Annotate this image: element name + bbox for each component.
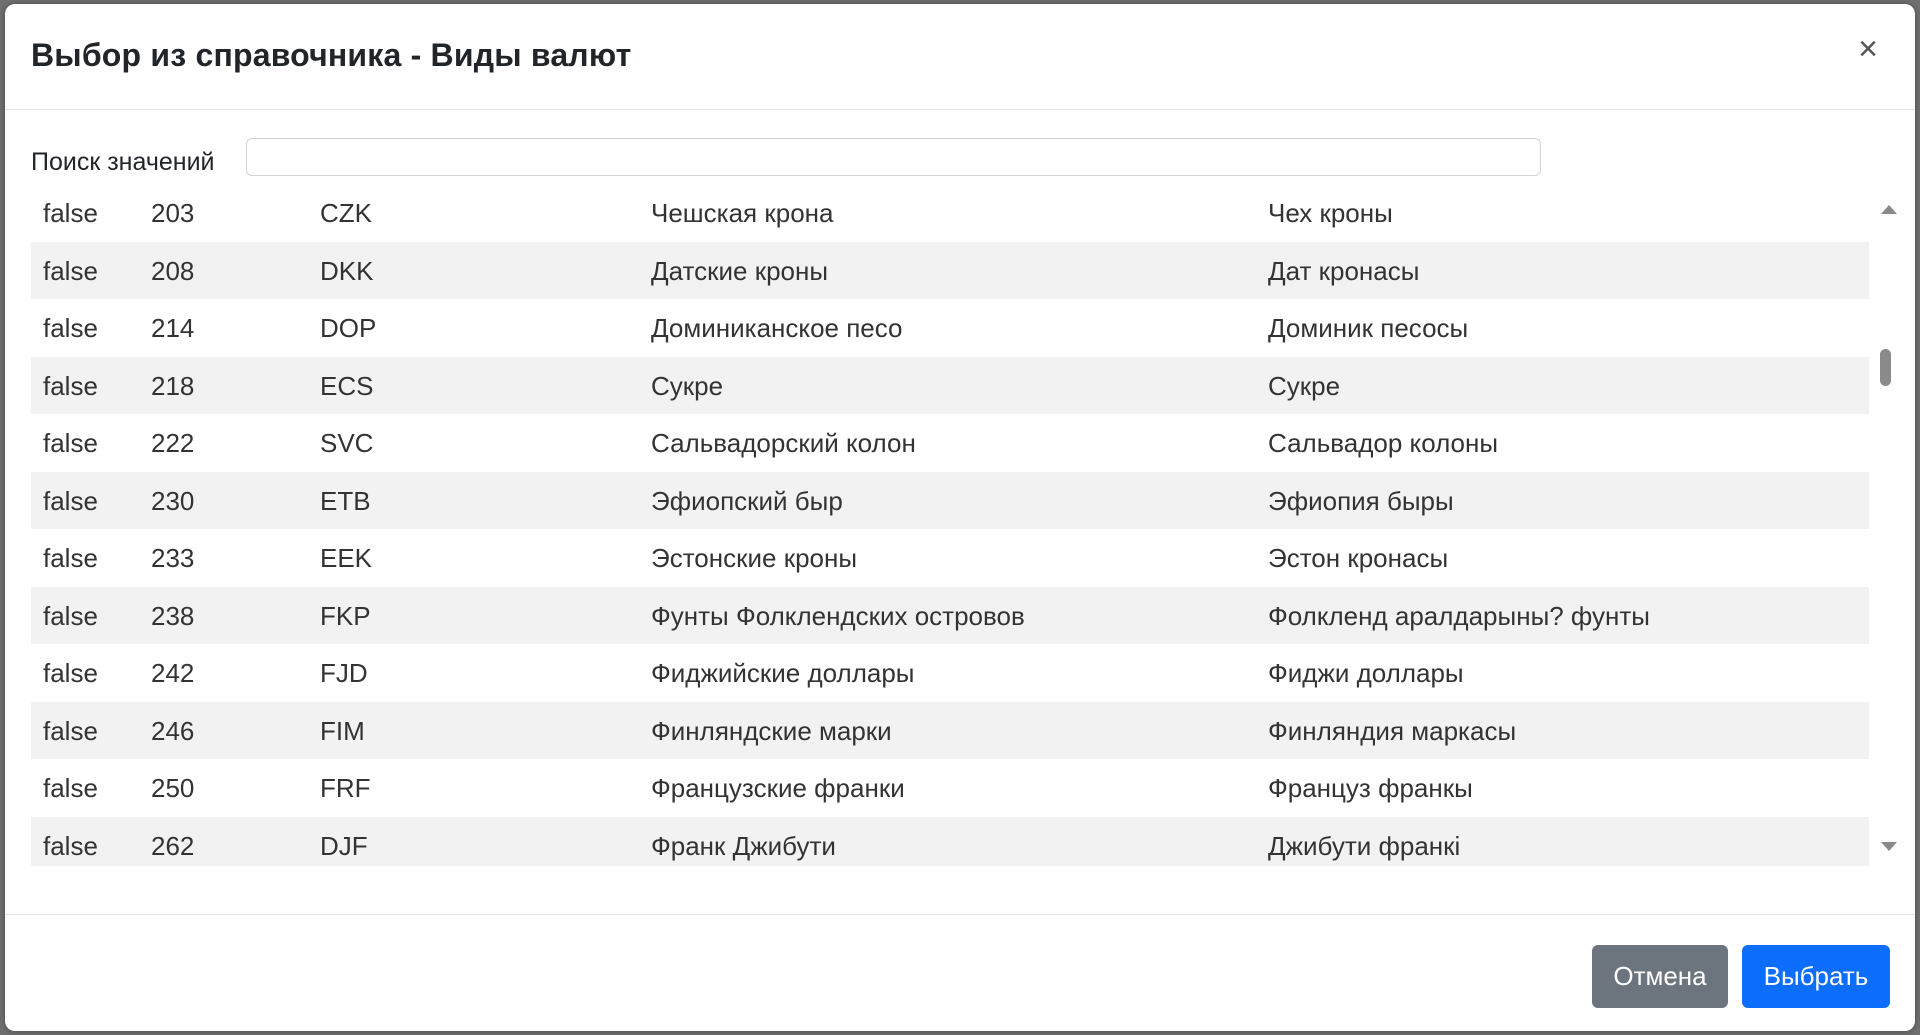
code-cell: 242 (151, 658, 195, 688)
code-cell: 208 (151, 255, 195, 286)
name-kz-cell: Финляндия маркасы (1268, 715, 1517, 746)
dialog-footer (5, 914, 1915, 1031)
name-ru-cell: Доминиканское песо (651, 313, 903, 343)
name-kz-cell: Дат кронасы (1268, 255, 1420, 286)
active-cell: false (43, 658, 98, 688)
active-cell: false (43, 485, 98, 516)
search-input[interactable] (246, 138, 1541, 176)
active-cell: false (43, 428, 98, 458)
code-cell: 203 (151, 198, 195, 228)
iso-cell: DJF (320, 830, 368, 861)
iso-cell: DKK (320, 255, 374, 286)
active-cell: false (43, 830, 98, 861)
code-cell: 262 (151, 830, 195, 861)
close-icon[interactable]: × (1858, 30, 1878, 68)
scroll-up-arrow-icon[interactable] (1881, 205, 1897, 214)
table-row[interactable] (31, 759, 1869, 816)
active-cell: false (43, 370, 98, 401)
iso-cell: ETB (320, 485, 371, 516)
table-row[interactable] (31, 644, 1869, 701)
name-ru-cell: Сукре (651, 370, 724, 401)
name-kz-cell: Джибути франкі (1268, 830, 1461, 861)
name-ru-cell: Датские кроны (651, 255, 829, 286)
name-ru-cell: Финляндские марки (651, 715, 892, 746)
name-kz-cell: Эфиопия быры (1268, 485, 1454, 516)
name-ru-cell: Фунты Фолклендских островов (651, 600, 1025, 631)
name-kz-cell: Фолкленд аралдарыны? фунты (1268, 600, 1650, 631)
name-ru-cell: Чешская крона (651, 198, 834, 228)
iso-cell: FKP (320, 600, 371, 631)
currency-table (31, 184, 1869, 866)
name-kz-cell: Сукре (1268, 370, 1341, 401)
name-kz-cell: Доминик песосы (1268, 313, 1469, 343)
name-kz-cell: Эстон кронасы (1268, 543, 1449, 573)
select-button[interactable]: Выбрать (1742, 945, 1890, 1008)
table-row[interactable] (31, 817, 1869, 867)
iso-cell: FIM (320, 715, 365, 746)
code-cell: 250 (151, 773, 195, 803)
name-ru-cell: Французские франки (651, 773, 905, 803)
iso-cell: EEK (320, 543, 373, 573)
iso-cell: SVC (320, 428, 374, 458)
table-row[interactable] (31, 587, 1869, 644)
dialog-title: Выбор из справочника - Виды валют (31, 37, 632, 73)
code-cell: 233 (151, 543, 195, 573)
table-row[interactable] (31, 472, 1869, 529)
table-row[interactable] (31, 357, 1869, 414)
code-cell: 230 (151, 485, 195, 516)
table-row[interactable] (31, 184, 1869, 241)
iso-cell: FRF (320, 773, 371, 803)
table-row[interactable] (31, 242, 1869, 299)
name-kz-cell: Фиджи доллары (1268, 658, 1464, 688)
name-ru-cell: Фиджийские доллары (651, 658, 915, 688)
code-cell: 222 (151, 428, 195, 458)
active-cell: false (43, 715, 98, 746)
code-cell: 214 (151, 313, 195, 343)
code-cell: 238 (151, 600, 195, 631)
scroll-down-arrow-icon[interactable] (1881, 842, 1897, 851)
iso-cell: DOP (320, 313, 377, 343)
name-ru-cell: Эстонские кроны (651, 543, 858, 573)
iso-cell: ECS (320, 370, 374, 401)
name-ru-cell: Эфиопский быр (651, 485, 843, 516)
name-kz-cell: Француз франкы (1268, 773, 1473, 803)
name-kz-cell: Чех кроны (1268, 198, 1393, 228)
table-row[interactable] (31, 299, 1869, 356)
dialog-header (5, 4, 1915, 110)
cancel-button[interactable]: Отмена (1592, 945, 1728, 1008)
name-kz-cell: Сальвадор колоны (1268, 428, 1499, 458)
active-cell: false (43, 600, 98, 631)
active-cell: false (43, 543, 98, 573)
name-ru-cell: Сальвадорский колон (651, 428, 916, 458)
name-ru-cell: Франк Джибути (651, 830, 836, 861)
search-label: Поиск значений (31, 148, 215, 176)
table-row[interactable] (31, 702, 1869, 759)
active-cell: false (43, 773, 98, 803)
scrollbar-thumb[interactable] (1880, 349, 1891, 386)
currency-select-dialog (5, 4, 1915, 1031)
table-row[interactable] (31, 529, 1869, 586)
iso-cell: CZK (320, 198, 372, 228)
code-cell: 246 (151, 715, 195, 746)
active-cell: false (43, 255, 98, 286)
code-cell: 218 (151, 370, 195, 401)
active-cell: false (43, 198, 98, 228)
table-row[interactable] (31, 414, 1869, 471)
active-cell: false (43, 313, 98, 343)
iso-cell: FJD (320, 658, 368, 688)
